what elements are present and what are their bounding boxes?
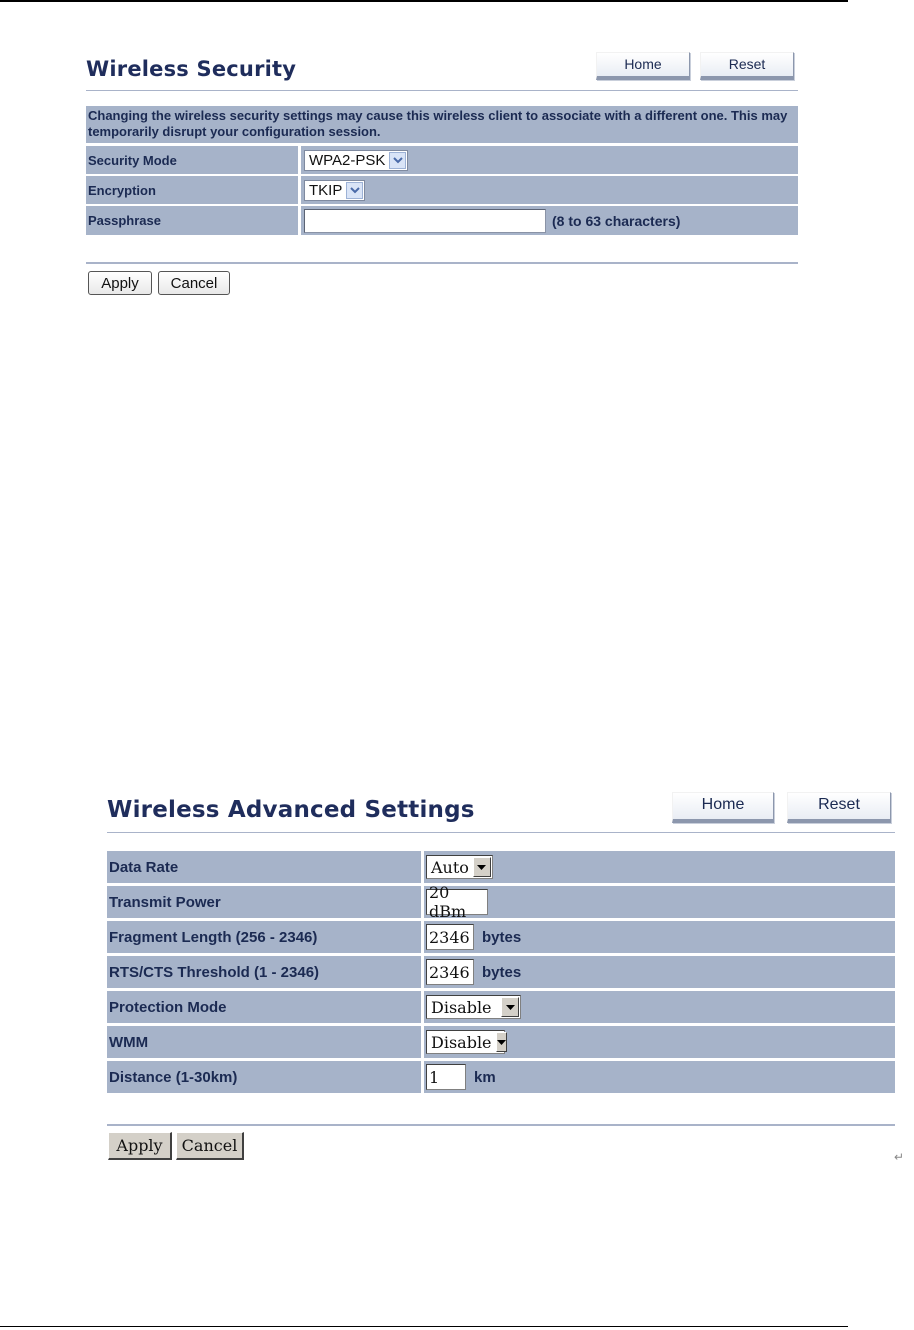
page-title: Wireless Security [86, 57, 297, 81]
security-mode-cell [304, 146, 408, 174]
passphrase-row [86, 206, 798, 235]
wmm-select[interactable] [426, 1030, 505, 1054]
wmm-label: WMM [109, 1033, 149, 1051]
chevron-down-icon[interactable] [501, 997, 519, 1017]
encryption-row [86, 176, 798, 204]
page-top-rule [0, 0, 848, 2]
security-mode-select[interactable] [304, 150, 408, 171]
encryption-label: Encryption [88, 182, 156, 198]
notice-text: Changing the wireless security settings may cause this wireless client to associate with a different one. This may temporarily disrupt your configuration session. [88, 108, 788, 139]
apply-button[interactable]: Apply [88, 271, 152, 295]
transmit-power-field[interactable]: 20 dBm [426, 889, 488, 915]
distance-input[interactable]: 1 [426, 1064, 466, 1090]
passphrase-label: Passphrase [88, 213, 161, 228]
passphrase-cell [304, 206, 680, 235]
passphrase-hint: (8 to 63 characters) [552, 212, 681, 229]
chevron-down-icon[interactable] [389, 152, 406, 169]
home-button[interactable]: Home [672, 792, 774, 823]
encryption-value: TKIP [309, 181, 343, 199]
wireless-security-panel [86, 40, 798, 300]
distance-label: Distance (1-30km) [109, 1068, 238, 1086]
column-divider [298, 206, 301, 235]
home-button[interactable]: Home [596, 52, 690, 80]
header-divider [86, 90, 798, 91]
security-notice [86, 106, 798, 143]
chevron-down-icon[interactable] [473, 857, 491, 877]
return-mark-icon: ↵ [894, 1150, 905, 1164]
encryption-select[interactable] [304, 180, 365, 201]
column-divider [421, 1061, 424, 1093]
header-divider [107, 832, 895, 833]
rts-cts-label: RTS/CTS Threshold (1 - 2346) [109, 963, 320, 981]
data-rate-select[interactable] [426, 855, 493, 879]
data-rate-cell [426, 851, 493, 883]
column-divider [421, 921, 424, 953]
transmit-power-label: Transmit Power [109, 893, 221, 911]
apply-button[interactable]: Apply [108, 1132, 172, 1160]
cancel-button[interactable]: Cancel [176, 1132, 244, 1160]
protection-mode-row [107, 991, 895, 1023]
data-rate-value: Auto [431, 857, 469, 877]
rts-cts-input[interactable]: 2346 [426, 959, 474, 985]
column-divider [421, 991, 424, 1023]
page-bottom-rule [0, 1326, 848, 1327]
protection-mode-cell [426, 991, 521, 1023]
page-title: Wireless Advanced Settings [107, 797, 475, 823]
fragment-length-input[interactable]: 2346 [426, 924, 474, 950]
protection-mode-value: Disable [431, 997, 492, 1017]
wmm-cell [426, 1026, 505, 1058]
security-mode-value: WPA2-PSK [309, 151, 386, 169]
column-divider [298, 176, 301, 204]
transmit-power-cell [426, 883, 488, 921]
security-mode-row [86, 146, 798, 174]
column-divider [421, 1026, 424, 1058]
reset-button[interactable]: Reset [700, 52, 794, 80]
encryption-cell [304, 176, 365, 204]
distance-cell [426, 1061, 496, 1093]
chevron-down-icon[interactable] [346, 182, 363, 199]
fragment-length-unit: bytes [482, 928, 522, 946]
wireless-advanced-panel [107, 788, 895, 1168]
wmm-row [107, 1026, 895, 1058]
passphrase-input[interactable] [304, 209, 546, 233]
fragment-length-row [107, 921, 895, 953]
reset-button[interactable]: Reset [787, 792, 891, 823]
column-divider [421, 851, 424, 883]
rts-cts-cell [426, 956, 521, 988]
data-rate-label: Data Rate [109, 858, 179, 876]
cancel-button[interactable]: Cancel [158, 271, 230, 295]
footer-divider [86, 262, 798, 264]
rts-cts-unit: bytes [482, 963, 522, 981]
transmit-power-row [107, 883, 895, 921]
wmm-value: Disable [431, 1032, 492, 1052]
column-divider [421, 886, 424, 918]
footer-divider [107, 1124, 895, 1126]
fragment-length-label: Fragment Length (256 - 2346) [109, 928, 318, 946]
protection-mode-select[interactable] [426, 995, 521, 1019]
distance-row [107, 1061, 895, 1093]
security-mode-label: Security Mode [88, 152, 177, 168]
distance-unit: km [474, 1068, 496, 1086]
protection-mode-label: Protection Mode [109, 998, 227, 1016]
fragment-length-cell [426, 921, 521, 953]
column-divider [421, 956, 424, 988]
chevron-down-icon[interactable] [496, 1032, 507, 1052]
column-divider [298, 146, 301, 174]
rts-cts-row [107, 956, 895, 988]
data-rate-row [107, 851, 895, 883]
